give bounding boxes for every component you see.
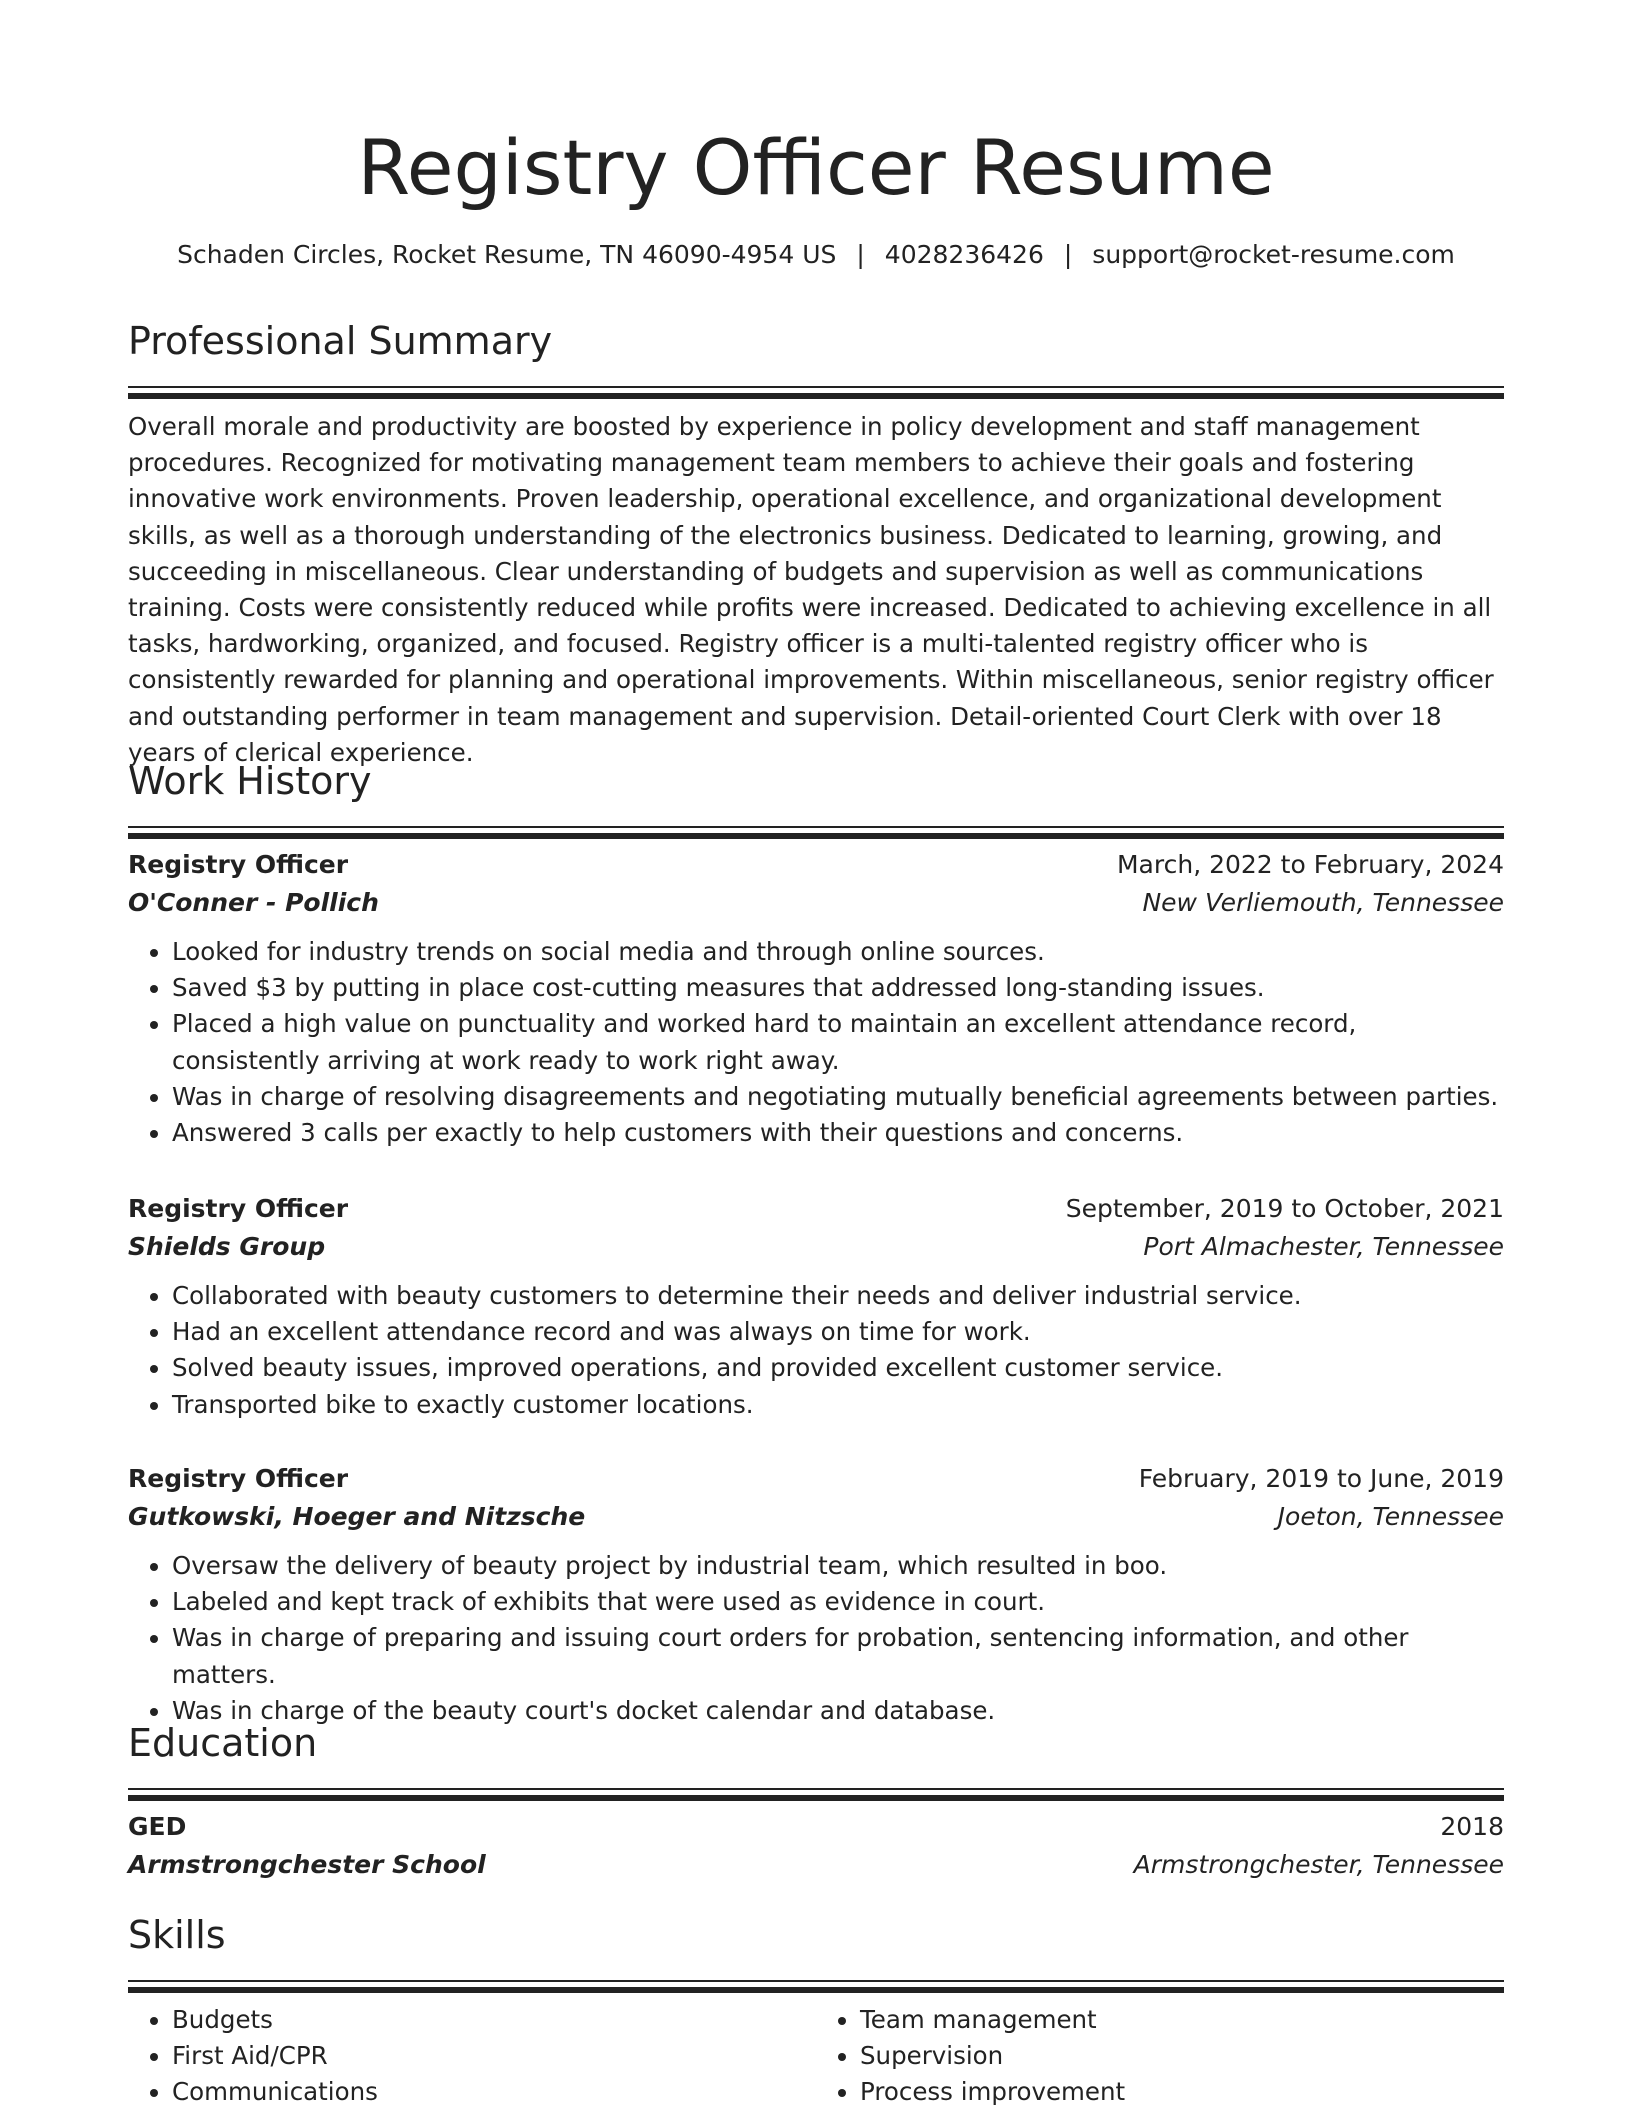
skills-list-right xyxy=(816,2002,1504,2110)
skills-section xyxy=(128,1910,1504,2110)
contact-line xyxy=(128,238,1504,272)
skill-item: • Process improvement xyxy=(860,2074,1504,2110)
job-entry xyxy=(128,846,1504,1151)
job-bullet: • Was in charge of preparing and issuing court orders for probation, sentencing information, and other matters. xyxy=(172,1620,1504,1692)
skills-list-left xyxy=(128,2002,816,2110)
contact-separator: | xyxy=(1063,240,1073,269)
job-dates: September, 2019 to October, 2021 xyxy=(1065,1194,1504,1223)
summary-heading: Professional Summary xyxy=(128,319,553,363)
job-bullet: • Was in charge of the beauty court's docket calendar and database. xyxy=(172,1693,1504,1729)
job-company: Shields Group xyxy=(128,1232,326,1261)
summary-section xyxy=(128,316,1504,771)
job-title: Registry Officer xyxy=(128,1464,349,1493)
contact-separator: | xyxy=(856,240,865,269)
skill-item: • Supervision xyxy=(860,2038,1504,2074)
job-entry xyxy=(128,1190,1504,1423)
work-history-heading: Work History xyxy=(128,759,372,803)
job-bullet: • Oversaw the delivery of beauty project by industrial team, which resulted in boo. xyxy=(172,1548,1504,1584)
job-location: Port Almachester, Tennessee xyxy=(1143,1232,1504,1261)
education-school: Armstrongchester School xyxy=(128,1850,486,1879)
job-bullet: • Placed a high value on punctuality and worked hard to maintain an excellent attendance record, consistently arriving at work ready to work right away. xyxy=(172,1006,1504,1078)
skill-item: • Budgets xyxy=(172,2002,816,2038)
summary-text: Overall morale and productivity are boosted by experience in policy development and staff management procedures. Recognized for motivating management team members to achieve their goals and fostering innovative work environments. Proven leadership, operational excellence, and organizational development skills, as well as a thorough understanding of the electronics business. Dedicated to learning, growing, and succeeding in miscellaneous. Clear understanding of budgets and supervision as well as communications training. Costs were consistently reduced while profits were increased. Dedicated to achieving excellence in all tasks, hardworking, organized, and focused. Registry officer is a multi-talented registry officer who is consistently rewarded for planning and operational improvements. Within miscellaneous, senior registry officer and outstanding performer in team management and supervision. Detail-oriented Court Clerk with over 18 years of clerical experience. xyxy=(128,412,1494,767)
job-bullet: • Was in charge of resolving disagreements and negotiating mutually beneficial agreements between parties. xyxy=(172,1079,1504,1115)
job-bullets xyxy=(128,1278,1504,1423)
contact-address: Schaden Circles, Rocket Resume, TN 46090-4954 US xyxy=(177,240,837,269)
job-bullet: • Solved beauty issues, improved operations, and provided excellent customer service. xyxy=(172,1350,1504,1386)
job-dates: February, 2019 to June, 2019 xyxy=(1138,1464,1504,1493)
section-divider xyxy=(128,386,1504,394)
skills-heading: Skills xyxy=(128,1913,226,1957)
education-degree: GED xyxy=(128,1812,187,1841)
job-bullet: • Transported bike to exactly customer locations. xyxy=(172,1387,1504,1423)
skill-item: • First Aid/CPR xyxy=(172,2038,816,2074)
job-title: Registry Officer xyxy=(128,850,349,879)
job-bullet: • Answered 3 calls per exactly to help customers with their questions and concerns. xyxy=(172,1115,1504,1151)
job-title: Registry Officer xyxy=(128,1194,349,1223)
contact-email: support@rocket-resume.com xyxy=(1092,240,1455,269)
education-location: Armstrongchester, Tennessee xyxy=(1133,1850,1504,1879)
job-company: Gutkowski, Hoeger and Nitzsche xyxy=(128,1502,586,1531)
job-bullet: • Looked for industry trends on social media and through online sources. xyxy=(172,934,1504,970)
job-dates: March, 2022 to February, 2024 xyxy=(1116,850,1504,879)
job-entry xyxy=(128,1460,1504,1729)
education-entry xyxy=(128,1808,1504,1884)
job-bullets xyxy=(128,1548,1504,1729)
skill-item: • Communications xyxy=(172,2074,816,2110)
skills-columns xyxy=(128,2002,1504,2110)
resume-title: Registry Officer Resume xyxy=(357,123,1275,212)
education-year: 2018 xyxy=(1440,1812,1504,1841)
skill-item: • Team management xyxy=(860,2002,1504,2038)
job-company: O'Conner - Pollich xyxy=(128,888,379,917)
job-bullets xyxy=(128,934,1504,1151)
job-bullet: • Had an excellent attendance record and was always on time for work. xyxy=(172,1314,1504,1350)
section-divider xyxy=(128,1788,1504,1796)
education-section xyxy=(128,1718,1504,1796)
section-divider xyxy=(128,1980,1504,1988)
section-divider xyxy=(128,826,1504,834)
job-bullet: • Collaborated with beauty customers to determine their needs and deliver industrial service. xyxy=(172,1278,1504,1314)
job-bullet: • Saved $3 by putting in place cost-cutting measures that addressed long-standing issues. xyxy=(172,970,1504,1006)
work-history-section xyxy=(128,756,1504,834)
job-location: Joeton, Tennessee xyxy=(1277,1502,1504,1531)
contact-phone: 4028236426 xyxy=(884,240,1044,269)
job-bullet: • Labeled and kept track of exhibits that were used as evidence in court. xyxy=(172,1584,1504,1620)
job-location: New Verliemouth, Tennessee xyxy=(1142,888,1504,917)
education-heading: Education xyxy=(128,1721,318,1765)
